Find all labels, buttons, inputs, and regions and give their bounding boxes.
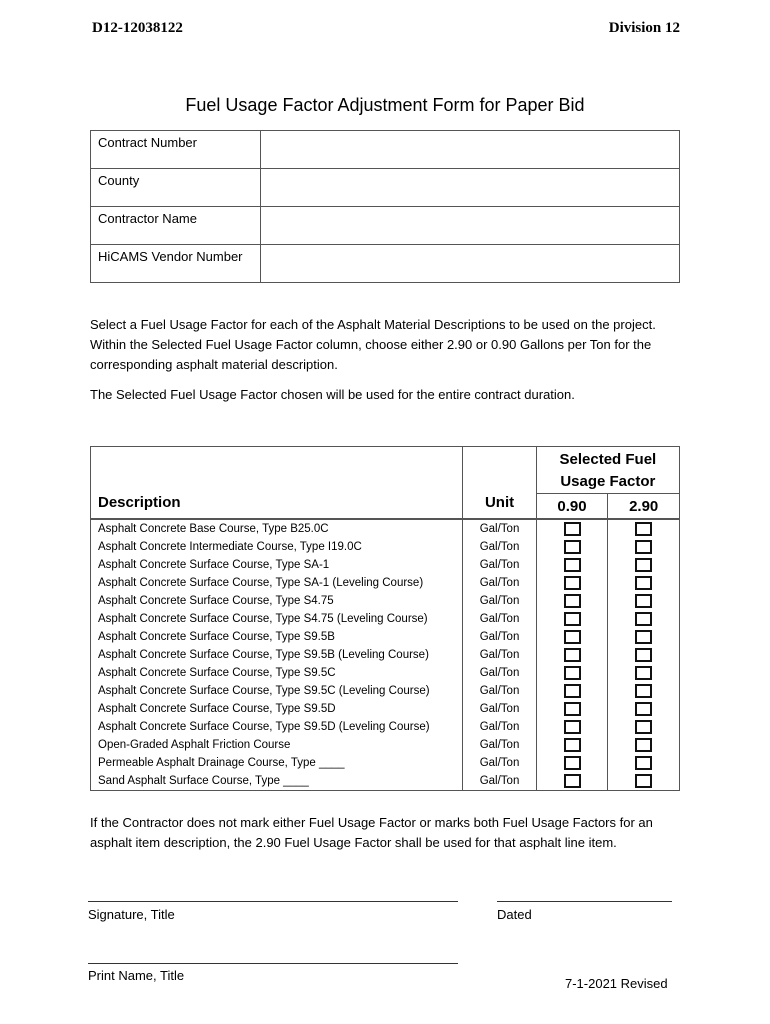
material-description: Asphalt Concrete Surface Course, Type S4.75 (Leveling Course) bbox=[91, 610, 463, 628]
factor-290-checkbox[interactable] bbox=[635, 594, 652, 608]
factor-290-checkbox[interactable] bbox=[635, 756, 652, 770]
info-field-label: Contractor Name bbox=[91, 207, 261, 245]
table-row bbox=[91, 700, 680, 718]
material-unit: Gal/Ton bbox=[463, 519, 536, 538]
table-row bbox=[91, 574, 680, 592]
factor-090-checkbox[interactable] bbox=[564, 648, 581, 662]
material-unit: Gal/Ton bbox=[463, 574, 536, 592]
table-row bbox=[91, 736, 680, 754]
factor-090-cell bbox=[536, 664, 608, 682]
material-unit: Gal/Ton bbox=[463, 538, 536, 556]
print-name-line[interactable] bbox=[88, 963, 458, 964]
factor-090-checkbox[interactable] bbox=[564, 540, 581, 554]
factor-090-cell bbox=[536, 736, 608, 754]
info-field-label: HiCAMS Vendor Number bbox=[91, 245, 261, 283]
contract-info-table bbox=[90, 130, 680, 283]
factor-290-cell bbox=[608, 519, 680, 538]
document-id: D12-12038122 bbox=[92, 20, 183, 36]
factor-090-cell bbox=[536, 700, 608, 718]
factor-090-cell bbox=[536, 574, 608, 592]
material-unit: Gal/Ton bbox=[463, 736, 536, 754]
selected-factor-header: Selected Fuel Usage Factor bbox=[536, 447, 679, 494]
date-line[interactable] bbox=[497, 901, 672, 902]
factor-090-cell bbox=[536, 682, 608, 700]
material-unit: Gal/Ton bbox=[463, 610, 536, 628]
factor-290-cell bbox=[608, 736, 680, 754]
factor-290-checkbox[interactable] bbox=[635, 666, 652, 680]
material-description: Asphalt Concrete Surface Course, Type S9.5B (Leveling Course) bbox=[91, 646, 463, 664]
factor-290-cell bbox=[608, 700, 680, 718]
factor-290-cell bbox=[608, 772, 680, 791]
material-description: Asphalt Concrete Surface Course, Type S9.5C (Leveling Course) bbox=[91, 682, 463, 700]
factor-090-cell bbox=[536, 538, 608, 556]
factor-290-cell bbox=[608, 682, 680, 700]
factor-290-cell bbox=[608, 610, 680, 628]
info-field-input[interactable] bbox=[261, 245, 680, 283]
factor-290-checkbox[interactable] bbox=[635, 774, 652, 788]
factor-090-checkbox[interactable] bbox=[564, 666, 581, 680]
factor-290-header: 2.90 bbox=[608, 494, 680, 520]
table-row bbox=[91, 772, 680, 791]
info-field-label: Contract Number bbox=[91, 131, 261, 169]
factor-290-checkbox[interactable] bbox=[635, 540, 652, 554]
factor-090-cell bbox=[536, 718, 608, 736]
footnote: If the Contractor does not mark either Fuel Usage Factor or marks both Fuel Usage Factors for an asphalt item description, the 2.90 Fuel Usage Factor shall be used for that asphalt line item. bbox=[90, 815, 653, 850]
table-row bbox=[91, 646, 680, 664]
info-row bbox=[91, 169, 680, 207]
asphalt-materials-table bbox=[90, 446, 680, 791]
instruction-paragraph: Select a Fuel Usage Factor for each of the Asphalt Material Descriptions to be used on the project. Within the Selected Fuel Usage Factor column, choose either 2.90 or 0.90 Gallons per Ton for the corresponding asphalt material description. bbox=[90, 317, 656, 372]
factor-290-cell bbox=[608, 556, 680, 574]
table-row bbox=[91, 610, 680, 628]
material-description: Sand Asphalt Surface Course, Type ____ bbox=[91, 772, 463, 791]
material-description: Asphalt Concrete Surface Course, Type S4.75 bbox=[91, 592, 463, 610]
dated-label: Dated bbox=[497, 907, 532, 922]
material-unit: Gal/Ton bbox=[463, 772, 536, 791]
factor-090-cell bbox=[536, 592, 608, 610]
factor-090-checkbox[interactable] bbox=[564, 720, 581, 734]
factor-090-checkbox[interactable] bbox=[564, 702, 581, 716]
factor-090-cell bbox=[536, 628, 608, 646]
table-row bbox=[91, 754, 680, 772]
material-unit: Gal/Ton bbox=[463, 664, 536, 682]
factor-290-checkbox[interactable] bbox=[635, 720, 652, 734]
factor-290-checkbox[interactable] bbox=[635, 738, 652, 752]
factor-290-checkbox[interactable] bbox=[635, 612, 652, 626]
factor-290-cell bbox=[608, 646, 680, 664]
info-row bbox=[91, 207, 680, 245]
signature-line[interactable] bbox=[88, 901, 458, 902]
factor-090-cell bbox=[536, 519, 608, 538]
material-description: Asphalt Concrete Surface Course, Type S9.5C bbox=[91, 664, 463, 682]
info-row bbox=[91, 131, 680, 169]
material-unit: Gal/Ton bbox=[463, 556, 536, 574]
factor-290-checkbox[interactable] bbox=[635, 684, 652, 698]
factor-090-cell bbox=[536, 556, 608, 574]
table-row bbox=[91, 682, 680, 700]
material-unit: Gal/Ton bbox=[463, 754, 536, 772]
table-row bbox=[91, 556, 680, 574]
table-row bbox=[91, 628, 680, 646]
factor-090-cell bbox=[536, 646, 608, 664]
revision-date: 7-1-2021 Revised bbox=[565, 976, 668, 991]
info-field-input[interactable] bbox=[261, 131, 680, 169]
table-row bbox=[91, 519, 680, 538]
factor-290-cell bbox=[608, 592, 680, 610]
material-unit: Gal/Ton bbox=[463, 682, 536, 700]
factor-090-checkbox[interactable] bbox=[564, 594, 581, 608]
factor-290-checkbox[interactable] bbox=[635, 558, 652, 572]
material-unit: Gal/Ton bbox=[463, 628, 536, 646]
factor-290-cell bbox=[608, 664, 680, 682]
factor-090-header: 0.90 bbox=[536, 494, 608, 520]
material-description: Asphalt Concrete Surface Course, Type SA-1 (Leveling Course) bbox=[91, 574, 463, 592]
factor-090-checkbox[interactable] bbox=[564, 756, 581, 770]
factor-290-checkbox[interactable] bbox=[635, 522, 652, 536]
material-unit: Gal/Ton bbox=[463, 592, 536, 610]
material-unit: Gal/Ton bbox=[463, 700, 536, 718]
factor-090-checkbox[interactable] bbox=[564, 684, 581, 698]
info-field-input[interactable] bbox=[261, 207, 680, 245]
info-row bbox=[91, 245, 680, 283]
material-unit: Gal/Ton bbox=[463, 646, 536, 664]
factor-090-checkbox[interactable] bbox=[564, 774, 581, 788]
factor-090-checkbox[interactable] bbox=[564, 738, 581, 752]
factor-290-checkbox[interactable] bbox=[635, 702, 652, 716]
factor-290-cell bbox=[608, 574, 680, 592]
factor-290-checkbox[interactable] bbox=[635, 630, 652, 644]
factor-290-checkbox[interactable] bbox=[635, 576, 652, 590]
material-description: Asphalt Concrete Surface Course, Type S9.5D bbox=[91, 700, 463, 718]
factor-290-cell bbox=[608, 538, 680, 556]
table-row bbox=[91, 592, 680, 610]
factor-290-checkbox[interactable] bbox=[635, 648, 652, 662]
info-field-input[interactable] bbox=[261, 169, 680, 207]
material-description: Asphalt Concrete Surface Course, Type S9.5B bbox=[91, 628, 463, 646]
form-title: Fuel Usage Factor Adjustment Form for Paper Bid bbox=[185, 95, 585, 115]
factor-290-cell bbox=[608, 754, 680, 772]
print-name-label: Print Name, Title bbox=[88, 968, 185, 983]
factor-090-cell bbox=[536, 610, 608, 628]
factor-090-cell bbox=[536, 754, 608, 772]
division-label: Division 12 bbox=[608, 20, 680, 36]
material-description: Open-Graded Asphalt Friction Course bbox=[91, 736, 463, 754]
factor-090-checkbox[interactable] bbox=[564, 576, 581, 590]
factor-090-checkbox[interactable] bbox=[564, 522, 581, 536]
info-field-label: County bbox=[91, 169, 261, 207]
table-row bbox=[91, 538, 680, 556]
description-header: Description bbox=[91, 447, 463, 520]
material-description: Asphalt Concrete Intermediate Course, Type I19.0C bbox=[91, 538, 463, 556]
factor-090-cell bbox=[536, 772, 608, 791]
factor-090-checkbox[interactable] bbox=[564, 630, 581, 644]
material-description: Asphalt Concrete Surface Course, Type SA-1 bbox=[91, 556, 463, 574]
material-unit: Gal/Ton bbox=[463, 718, 536, 736]
material-description: Permeable Asphalt Drainage Course, Type ____ bbox=[91, 754, 463, 772]
unit-header: Unit bbox=[463, 447, 536, 520]
factor-290-cell bbox=[608, 628, 680, 646]
factor-090-checkbox[interactable] bbox=[564, 612, 581, 626]
material-description: Asphalt Concrete Surface Course, Type S9.5D (Leveling Course) bbox=[91, 718, 463, 736]
signature-label: Signature, Title bbox=[88, 907, 175, 922]
material-description: Asphalt Concrete Base Course, Type B25.0C bbox=[91, 519, 463, 538]
table-row bbox=[91, 664, 680, 682]
factor-090-checkbox[interactable] bbox=[564, 558, 581, 572]
table-row bbox=[91, 718, 680, 736]
duration-note: The Selected Fuel Usage Factor chosen will be used for the entire contract duration. bbox=[90, 387, 575, 402]
factor-290-cell bbox=[608, 718, 680, 736]
